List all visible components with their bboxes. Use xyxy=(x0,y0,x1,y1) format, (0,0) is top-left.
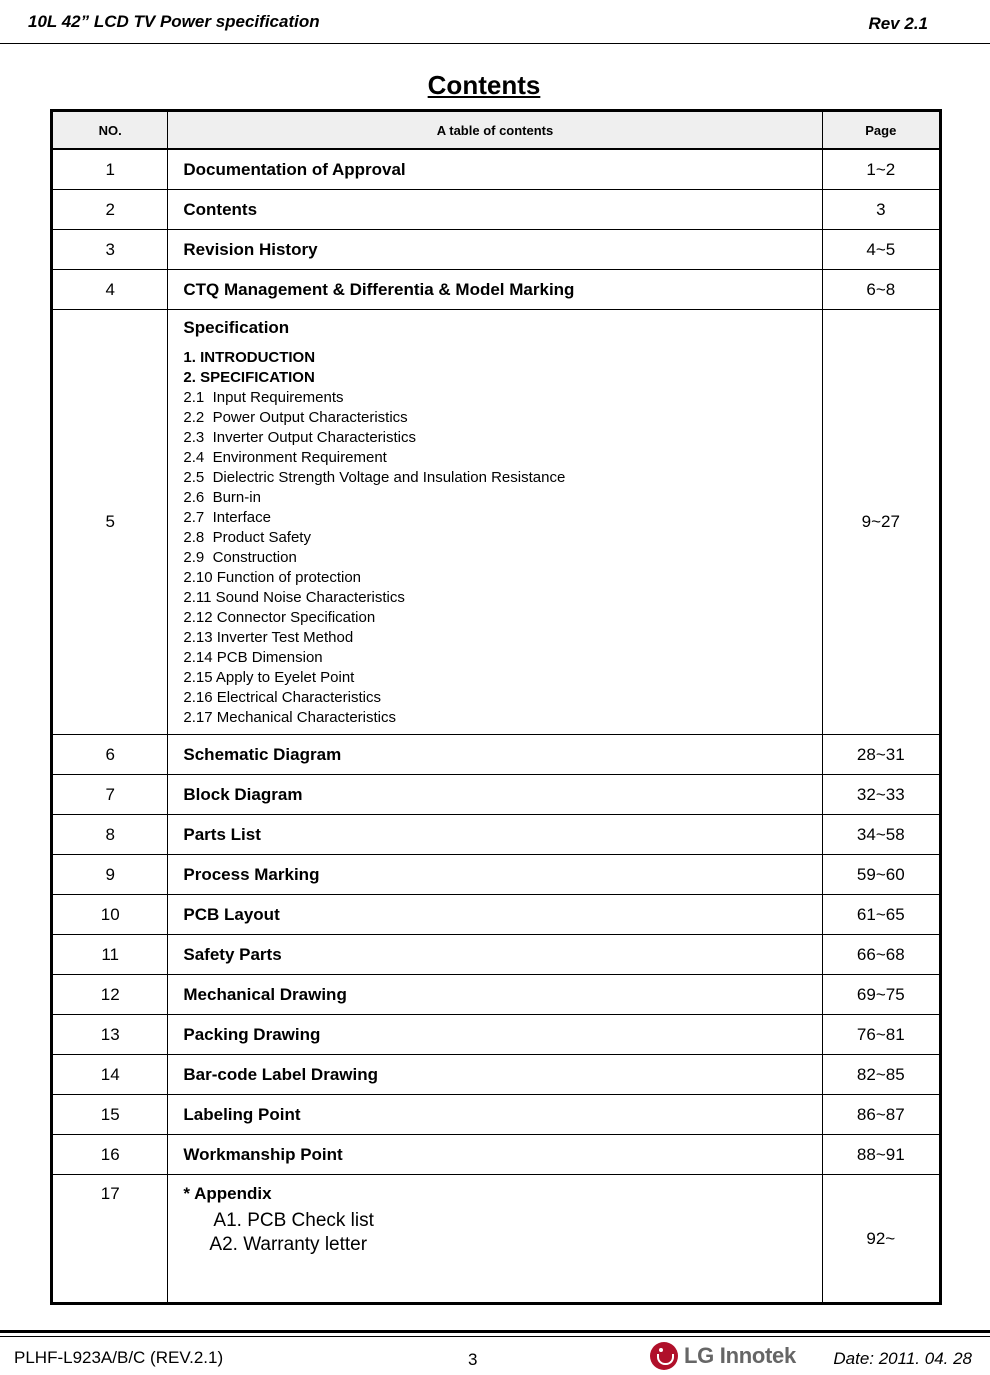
row-number: 17 xyxy=(52,1175,168,1304)
footer-divider xyxy=(0,1330,990,1333)
row-page: 34~58 xyxy=(822,815,940,855)
table-row xyxy=(52,975,941,1015)
table-row xyxy=(52,895,941,935)
row-title: Workmanship Point xyxy=(168,1135,822,1175)
revision-label: Rev 2.1 xyxy=(868,14,928,33)
row-title: Mechanical Drawing xyxy=(168,975,822,1015)
table-row xyxy=(52,230,941,270)
row-page: 1~2 xyxy=(822,149,940,190)
row-page: 28~31 xyxy=(822,735,940,775)
spec-item: 2.10 Function of protection xyxy=(183,569,362,586)
row-title: Revision History xyxy=(168,230,822,270)
row-page: 86~87 xyxy=(822,1095,940,1135)
lg-innotek-logo xyxy=(650,1341,796,1371)
row-number: 1 xyxy=(52,149,168,190)
spec-item: 2.11 Sound Noise Characteristics xyxy=(183,589,405,606)
column-header-title: A table of contents xyxy=(168,111,822,150)
table-row xyxy=(52,735,941,775)
row-number: 16 xyxy=(52,1135,168,1175)
table-row xyxy=(52,775,941,815)
spec-item: 2.8 Product Safety xyxy=(183,529,311,546)
specification-cell xyxy=(168,310,822,735)
spec-item: 2.15 Apply to Eyelet Point xyxy=(183,669,355,686)
column-header-page: Page xyxy=(822,111,940,150)
row-number: 3 xyxy=(52,230,168,270)
table-row xyxy=(52,190,941,230)
row-title: Parts List xyxy=(168,815,822,855)
spec-section: 2. SPECIFICATION xyxy=(183,369,315,386)
row-page: 76~81 xyxy=(822,1015,940,1055)
row-number: 9 xyxy=(52,855,168,895)
appendix-item: A2. Warranty letter xyxy=(209,1234,368,1255)
table-row xyxy=(52,270,941,310)
table-row xyxy=(52,149,941,190)
row-title: PCB Layout xyxy=(168,895,822,935)
spec-item: 2.12 Connector Specification xyxy=(183,609,376,626)
spec-item: 2.6 Burn-in xyxy=(183,489,261,506)
row-number: 11 xyxy=(52,935,168,975)
row-title: Documentation of Approval xyxy=(168,149,822,190)
row-number: 12 xyxy=(52,975,168,1015)
row-page: 69~75 xyxy=(822,975,940,1015)
table-row xyxy=(52,1055,941,1095)
spec-item: 2.3 Inverter Output Characteristics xyxy=(183,429,416,446)
brand-name: LG Innotek xyxy=(684,1343,796,1368)
row-title: Bar-code Label Drawing xyxy=(168,1055,822,1095)
table-row-appendix xyxy=(52,1175,941,1304)
row-page: 66~68 xyxy=(822,935,940,975)
document-title: 10L 42” LCD TV Power specification xyxy=(28,12,320,31)
row-title: CTQ Management & Differentia & Model Marking xyxy=(168,270,822,310)
page-title: Contents xyxy=(427,70,541,100)
appendix-cell xyxy=(168,1175,822,1304)
spec-item: 2.7 Interface xyxy=(183,509,271,526)
document-date: Date: 2011. 04. 28 xyxy=(833,1349,972,1368)
row-title: Safety Parts xyxy=(168,935,822,975)
row-page: 92~ xyxy=(822,1175,940,1304)
contents-table xyxy=(50,109,942,1305)
appendix-item: A1. PCB Check list xyxy=(213,1210,374,1231)
row-title: Packing Drawing xyxy=(168,1015,822,1055)
document-code: PLHF-L923A/B/C (REV.2.1) xyxy=(14,1348,224,1367)
table-row xyxy=(52,1135,941,1175)
table-row xyxy=(52,855,941,895)
row-page: 3 xyxy=(822,190,940,230)
spec-item: 2.2 Power Output Characteristics xyxy=(183,409,408,426)
table-row xyxy=(52,1015,941,1055)
spec-item: 2.16 Electrical Characteristics xyxy=(183,689,381,706)
spec-item: 2.14 PCB Dimension xyxy=(183,649,323,666)
row-title: Block Diagram xyxy=(168,775,822,815)
column-header-no: NO. xyxy=(52,111,168,150)
spec-item: 2.1 Input Requirements xyxy=(183,389,344,406)
spec-item: 2.13 Inverter Test Method xyxy=(183,629,354,646)
row-page: 9~27 xyxy=(822,310,940,735)
appendix-title: * Appendix xyxy=(183,1184,272,1203)
row-number: 8 xyxy=(52,815,168,855)
table-row-specification xyxy=(52,310,941,735)
table-row xyxy=(52,815,941,855)
table-header-row xyxy=(52,111,941,150)
footer-divider-thin xyxy=(0,1336,990,1337)
lg-face-icon xyxy=(650,1342,678,1370)
row-number: 6 xyxy=(52,735,168,775)
row-number: 15 xyxy=(52,1095,168,1135)
row-number: 13 xyxy=(52,1015,168,1055)
row-page: 6~8 xyxy=(822,270,940,310)
row-number: 2 xyxy=(52,190,168,230)
spec-item: 2.17 Mechanical Characteristics xyxy=(183,709,396,726)
row-title: Schematic Diagram xyxy=(168,735,822,775)
row-page: 61~65 xyxy=(822,895,940,935)
row-title: Process Marking xyxy=(168,855,822,895)
row-page: 82~85 xyxy=(822,1055,940,1095)
spec-section: 1. INTRODUCTION xyxy=(183,349,316,366)
row-number: 5 xyxy=(52,310,168,735)
row-number: 14 xyxy=(52,1055,168,1095)
header-divider xyxy=(0,43,990,44)
row-page: 59~60 xyxy=(822,855,940,895)
specification-title: Specification xyxy=(183,318,290,337)
spec-item: 2.5 Dielectric Strength Voltage and Insulation Resistance xyxy=(183,469,566,486)
row-number: 4 xyxy=(52,270,168,310)
table-row xyxy=(52,935,941,975)
row-title: Labeling Point xyxy=(168,1095,822,1135)
spec-item: 2.4 Environment Requirement xyxy=(183,449,387,466)
row-title: Contents xyxy=(168,190,822,230)
page-number: 3 xyxy=(468,1350,478,1369)
spec-item: 2.9 Construction xyxy=(183,549,297,566)
table-row xyxy=(52,1095,941,1135)
row-number: 7 xyxy=(52,775,168,815)
row-page: 32~33 xyxy=(822,775,940,815)
row-number: 10 xyxy=(52,895,168,935)
row-page: 4~5 xyxy=(822,230,940,270)
row-page: 88~91 xyxy=(822,1135,940,1175)
